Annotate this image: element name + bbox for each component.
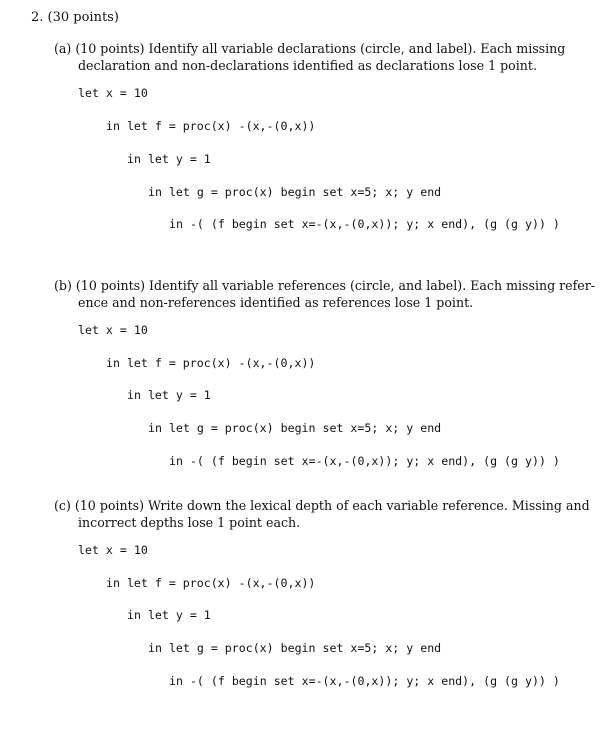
part-a-code-line-1: let x = 10	[78, 86, 148, 100]
part-c-prompt	[54, 497, 590, 531]
prompt-line: ence and non-references identified as references lose 1 point.	[78, 295, 474, 310]
part-c-code-line-5: in -( (f begin set x=-(x,-(0,x)); y; x end), (g (g y)) )	[169, 674, 560, 688]
prompt-line: (c) (10 points) Write down the lexical depth of each variable reference. Missing and	[54, 498, 590, 513]
part-b-prompt	[54, 277, 596, 311]
part-a-prompt	[54, 40, 574, 74]
part-c-code-line-4: in let g = proc(x) begin set x=5; x; y end	[148, 641, 442, 655]
part-b-code-line-5: in -( (f begin set x=-(x,-(0,x)); y; x end), (g (g y)) )	[169, 454, 560, 468]
part-b-code-line-4: in let g = proc(x) begin set x=5; x; y end	[148, 421, 442, 435]
part-c-code-line-3: in let y = 1	[127, 608, 211, 622]
part-a-code-line-3: in let y = 1	[127, 152, 211, 166]
part-c-code-line-1: let x = 10	[78, 543, 148, 557]
prompt-line: (a) (10 points) Identify all variable declarations (circle, and label). Each missing	[54, 41, 566, 56]
prompt-line: incorrect depths lose 1 point each.	[78, 515, 301, 530]
prompt-line: declaration and non-declarations identified as declarations lose 1 point.	[78, 58, 537, 73]
problem-heading: 2. (30 points)	[31, 10, 119, 25]
part-a-code-line-2: in let f = proc(x) -(x,-(0,x))	[106, 119, 316, 133]
part-a-code-line-4: in let g = proc(x) begin set x=5; x; y end	[148, 185, 442, 199]
part-c-code-line-2: in let f = proc(x) -(x,-(0,x))	[106, 576, 316, 590]
prompt-line: (b) (10 points) Identify all variable references (circle, and label). Each missing refer-	[54, 278, 596, 293]
part-b-code-line-3: in let y = 1	[127, 388, 211, 402]
part-b-code-line-1: let x = 10	[78, 323, 148, 337]
part-a-code-line-5: in -( (f begin set x=-(x,-(0,x)); y; x end), (g (g y)) )	[169, 217, 560, 231]
part-b-code-line-2: in let f = proc(x) -(x,-(0,x))	[106, 356, 316, 370]
